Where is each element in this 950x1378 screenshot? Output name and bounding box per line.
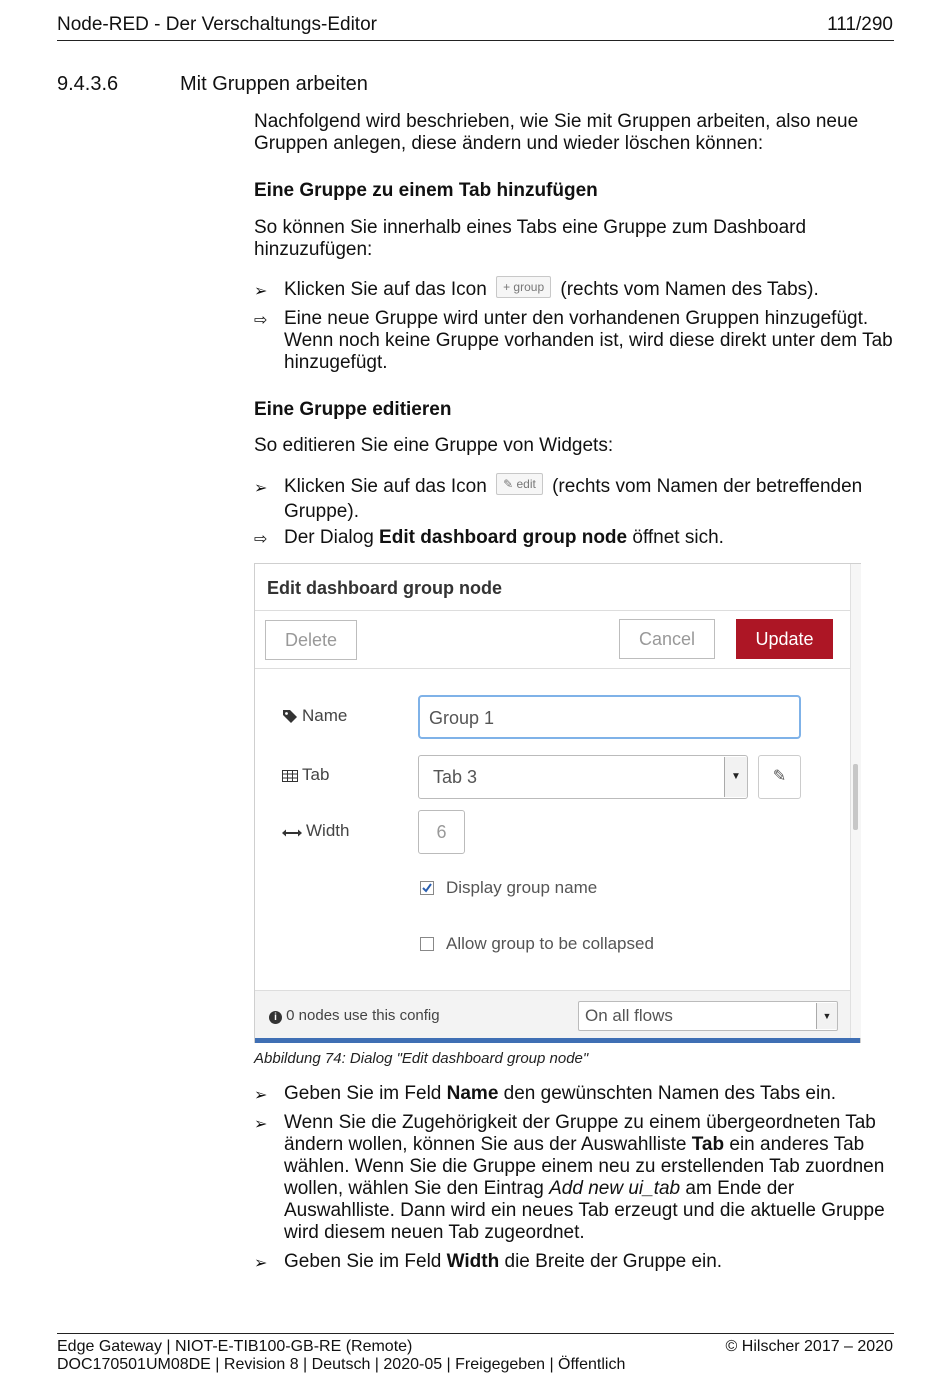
display-group-name-checkbox[interactable] [420,881,434,895]
check-icon [421,882,433,894]
update-button[interactable]: Update [736,619,833,659]
edit-group-dialog [254,563,861,1043]
bullet-bold: Name [446,1083,499,1104]
subheading-edit-group: Eine Gruppe editieren [254,399,452,420]
add-group-step-text: Klicken Sie auf das Icon [284,279,487,300]
add-group-text: So können Sie innerhalb eines Tabs eine Gruppe zum Dashboard hinzuzufügen: [254,217,807,260]
bullet-text: ein anderes Tab wählen. Wenn Sie die Gruppe einem neu zu erstellenden Tab zuordnen wollen, wählen Sie den Eintrag [284,1134,885,1199]
width-button[interactable]: 6 [418,810,465,854]
bullet-text: die Breite der Gruppe ein. [504,1251,723,1272]
dialog-title: Edit dashboard group node [267,578,502,598]
cancel-button[interactable]: Cancel [619,619,715,659]
allow-collapse-checkbox[interactable] [420,937,434,951]
edit-group-result [284,527,894,549]
bullet-width [284,1251,894,1273]
arrow-bullet-icon: ➢ [254,480,268,497]
name-label [282,706,347,726]
display-group-name-label: Display group name [446,878,598,897]
bullet-text: den gewünschten Namen des Tabs ein. [503,1083,837,1104]
edit-group-step [284,476,894,523]
bullet-tab [284,1112,894,1244]
width-label-text: Width [306,821,350,840]
allow-collapse-label: Allow group to be collapsed [446,934,654,953]
scope-select[interactable]: On all flows [578,1001,838,1031]
subheading-add-group: Eine Gruppe zu einem Tab hinzufügen [254,180,598,201]
edit-tab-button[interactable] [758,755,801,799]
tab-select[interactable]: Tab 3 [418,755,748,799]
bullet-text: Geben Sie im Feld [284,1083,442,1104]
nodes-info-text: 0 nodes use this config [286,1007,440,1024]
header-rule [57,40,894,41]
tag-icon [282,709,298,723]
bullet-italic: Add new ui_tab [549,1178,681,1199]
section-title: Mit Gruppen arbeiten [180,73,368,95]
bullet-name [284,1083,894,1105]
info-icon: i [269,1011,282,1024]
edit-group-icon: ✎ edit [496,473,543,495]
dialog-divider [255,610,850,611]
toolbar-divider [255,668,850,669]
bullet-text: Wenn Sie die Zugehörigkeit der Gruppe zu einem übergeordneten Tab ändern wollen, können Sie aus der Auswahlliste [284,1112,876,1155]
result-suffix: öffnet sich. [632,527,724,548]
bullet-bold: Width [446,1251,500,1272]
arrow-bullet-icon: ➢ [254,1087,268,1104]
add-group-icon: + group [496,276,551,298]
arrows-horizontal-icon [282,828,302,838]
scrollbar-thumb[interactable] [853,764,858,830]
dialog-footer [255,990,850,1039]
result-arrow-icon: ⇨ [254,531,268,548]
bullet-bold: Tab [691,1134,725,1155]
name-input[interactable]: Group 1 [418,695,801,739]
arrow-bullet-icon: ➢ [254,1255,268,1272]
figure-caption: Abbildung 74: Dialog "Edit dashboard group node" [254,1050,589,1067]
dialog-name-bold: Edit dashboard group node [379,527,628,548]
result-text: Der Dialog [284,527,374,548]
table-icon [282,770,298,782]
footer-rule [57,1333,894,1334]
section-number: 9.4.3.6 [57,73,119,95]
arrow-bullet-icon: ➢ [254,1116,268,1133]
name-label-text: Name [302,706,348,725]
dialog-bottom-bar [255,1038,860,1043]
tab-label-text: Tab [302,765,330,784]
pencil-icon: ✎ [772,768,787,785]
edit-group-step-suffix: (rechts vom Namen der betreffenden Gruppe). [284,476,863,522]
footer-document-info: DOC170501UM08DE | Revision 8 | Deutsch | 2020-05 | Freigegeben | Öffentlich [57,1356,626,1373]
edit-group-step-text: Klicken Sie auf das Icon [284,476,487,497]
intro-paragraph: Nachfolgend wird beschrieben, wie Sie mit Gruppen arbeiten, also neue Gruppen anlegen, diese ändern und wieder löschen können: [254,111,859,154]
bullet-text: Geben Sie im Feld [284,1251,442,1272]
bullet-text: am Ende der Auswahlliste. Dann wird ein neues Tab erzeugt und die aktuelle Gruppe wird diesem neuen Tab zugeordnet. [284,1178,885,1243]
nodes-info [269,1007,440,1024]
add-group-result: Eine neue Gruppe wird unter den vorhandenen Gruppen hinzugefügt. Wenn noch keine Gruppe vorhanden ist, wird diese direkt unter dem Tab hinzugefügt. [284,308,893,373]
tab-label [282,765,329,785]
footer-product: Edge Gateway | NIOT-E-TIB100-GB-RE (Remote) [57,1338,413,1355]
chevron-down-icon[interactable]: ▼ [724,757,747,797]
width-label [282,821,349,841]
delete-button[interactable]: Delete [265,620,357,660]
edit-icon-label: edit [516,477,536,491]
arrow-bullet-icon: ➢ [254,283,268,300]
edit-group-text: So editieren Sie eine Gruppe von Widgets: [254,435,614,456]
chevron-down-icon[interactable]: ▼ [816,1003,837,1029]
dialog-scrollbar[interactable] [850,564,861,1038]
add-group-step-suffix: (rechts vom Namen des Tabs). [560,279,819,300]
running-header-title: Node-RED - Der Verschaltungs-Editor [57,14,377,35]
result-arrow-icon: ⇨ [254,312,268,329]
add-group-step [284,279,894,304]
footer-copyright: © Hilscher 2017 – 2020 [725,1338,893,1355]
page-number: 111/290 [827,14,893,35]
